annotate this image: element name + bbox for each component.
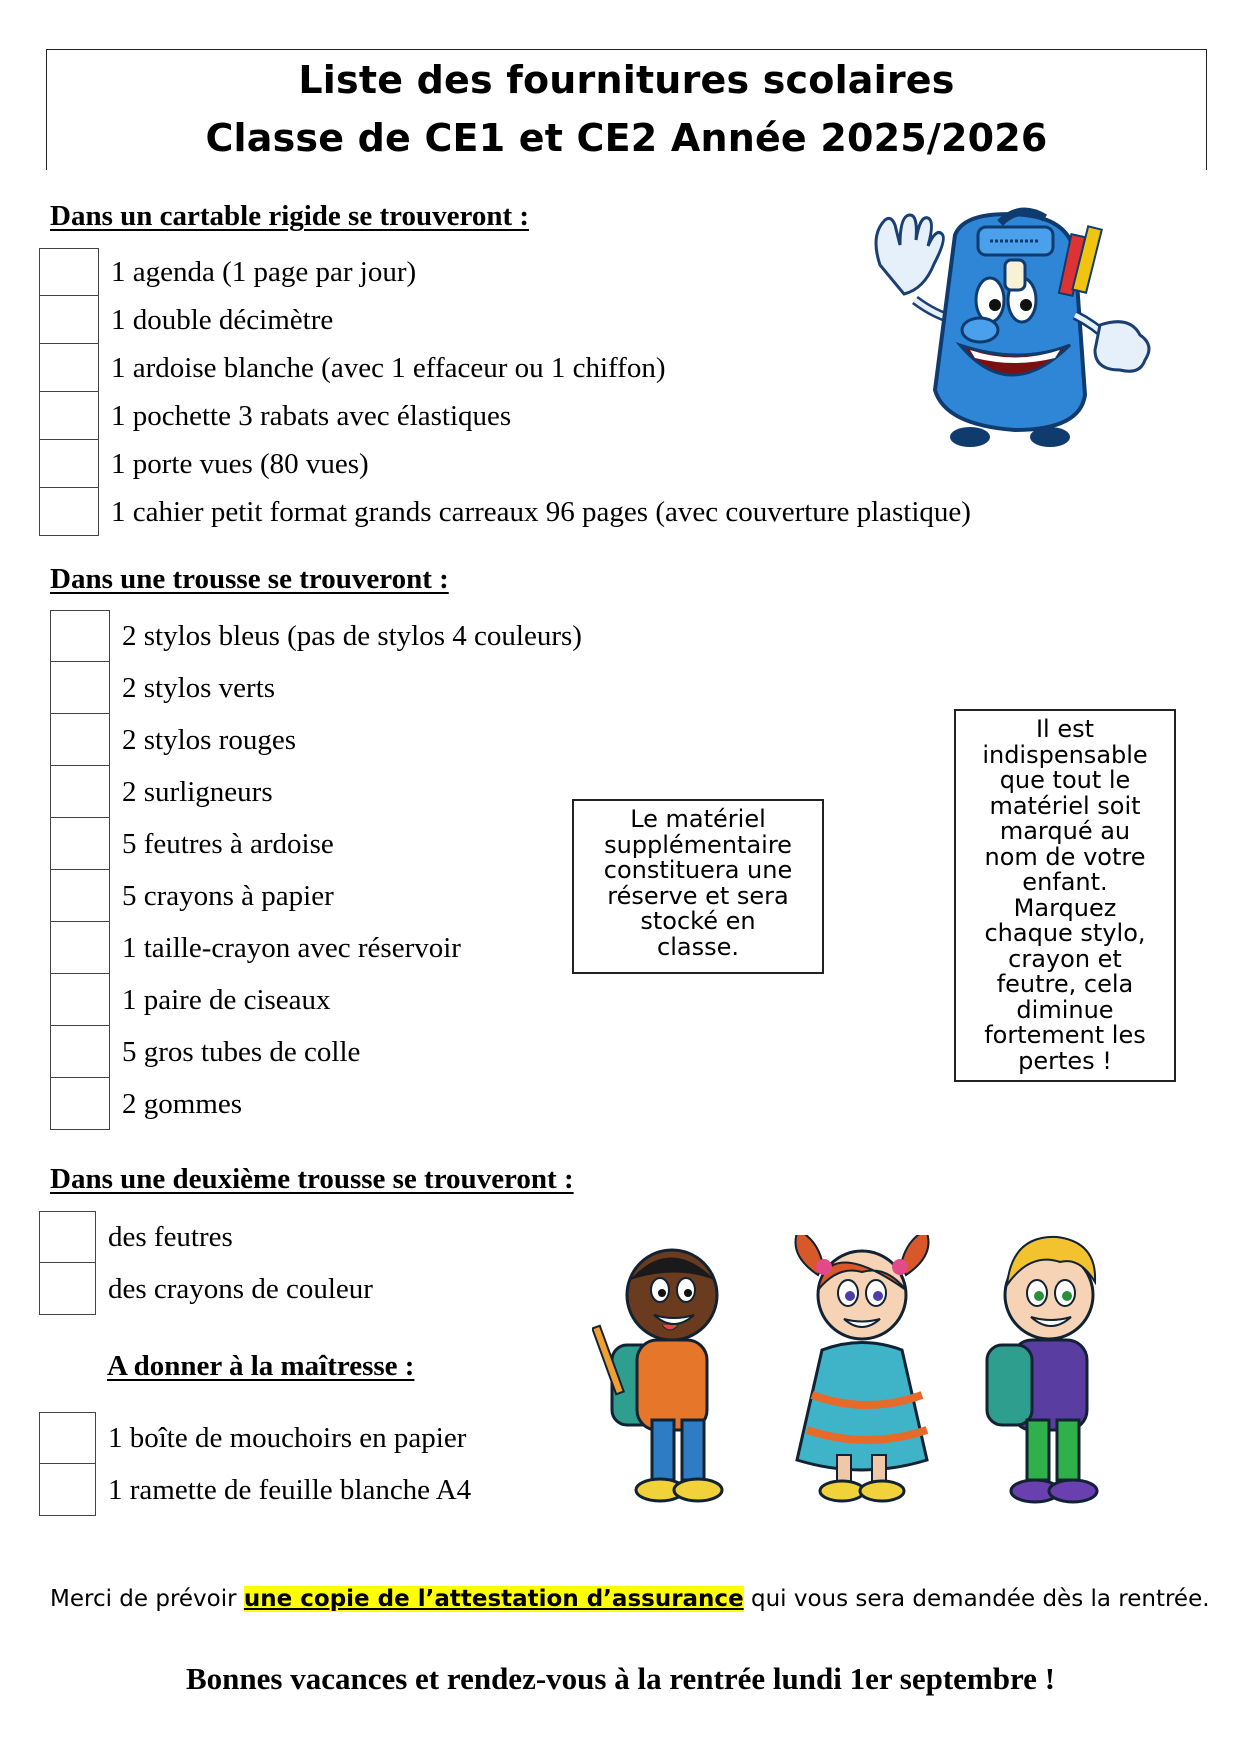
note-line: Il est	[1035, 715, 1095, 743]
note-line: Marquez	[1013, 893, 1117, 922]
note-line: matériel soit	[989, 791, 1141, 820]
note-line: fortement les	[984, 1021, 1146, 1049]
checkbox[interactable]	[39, 248, 99, 296]
list-item	[39, 344, 971, 392]
marking-note	[954, 709, 1176, 1082]
list-item	[39, 392, 971, 440]
item-label: 5 gros tubes de colle	[122, 1035, 361, 1068]
maitresse-heading: A donner à la maîtresse :	[107, 1350, 415, 1382]
item-label: 5 feutres à ardoise	[122, 827, 334, 860]
list-item	[50, 610, 582, 662]
checkbox[interactable]	[39, 392, 99, 440]
note-line: Le matériel	[630, 805, 766, 833]
checkbox[interactable]	[39, 1464, 96, 1516]
checkbox[interactable]	[50, 610, 110, 662]
list-item	[50, 922, 582, 974]
cartable-heading: Dans un cartable rigide se trouveront :	[50, 200, 530, 232]
list-item	[39, 1211, 373, 1263]
item-label: 2 stylos rouges	[122, 723, 296, 756]
note-line: supplémentaire	[604, 830, 792, 859]
list-item	[50, 1078, 582, 1130]
item-label: 2 gommes	[122, 1087, 243, 1120]
note-line: stocké en	[640, 907, 756, 935]
insurance-highlight: une copie de l’attestation d’assurance	[243, 1586, 744, 1612]
checkbox[interactable]	[50, 1078, 110, 1130]
note-line: marqué au	[999, 817, 1131, 845]
closing-message: Bonnes vacances et rendez-vous à la rentrée lundi 1er septembre !	[185, 1661, 1056, 1696]
note-line: nom de votre	[984, 842, 1146, 871]
list-item	[50, 818, 582, 870]
list-item	[50, 1026, 582, 1078]
checkbox[interactable]	[50, 922, 110, 974]
list-item	[50, 870, 582, 922]
blond-boy-figure-icon	[987, 1237, 1097, 1502]
item-label: 2 surligneurs	[122, 775, 273, 808]
deuxieme-trousse-heading: Dans une deuxième trousse se trouveront :	[50, 1163, 574, 1195]
list-item	[39, 440, 971, 488]
list-item	[39, 1412, 471, 1464]
item-label: 2 stylos verts	[122, 671, 276, 704]
checkbox[interactable]	[50, 870, 110, 922]
note-line: que tout le	[999, 766, 1131, 794]
list-item	[39, 296, 971, 344]
cartable-list	[39, 248, 971, 536]
item-label: des feutres	[108, 1220, 233, 1253]
item-label: 2 stylos bleus (pas de stylos 4 couleurs)	[122, 619, 582, 652]
item-label: 1 ardoise blanche (avec 1 effaceur ou 1 chiffon)	[111, 351, 666, 384]
item-label: 1 pochette 3 rabats avec élastiques	[111, 399, 512, 432]
insurance-notice	[50, 1586, 1210, 1612]
checkbox[interactable]	[39, 344, 99, 392]
insurance-suffix: qui vous sera demandée dès la rentrée.	[743, 1586, 1210, 1612]
item-label: 1 cahier petit format grands carreaux 96 pages (avec couverture plastique)	[111, 495, 971, 528]
item-label: 1 taille-crayon avec réservoir	[122, 931, 461, 964]
checkbox[interactable]	[39, 1211, 96, 1263]
note-line: pertes !	[1018, 1046, 1112, 1075]
list-item	[39, 248, 971, 296]
item-label: 1 paire de ciseaux	[122, 983, 331, 1016]
note-line: classe.	[657, 932, 739, 961]
backpack-illustration	[860, 205, 1180, 455]
insurance-prefix: Merci de prévoir	[50, 1586, 244, 1612]
list-item	[50, 974, 582, 1026]
item-label: 1 boîte de mouchoirs en papier	[108, 1421, 467, 1454]
list-item	[39, 488, 971, 536]
checkbox[interactable]	[39, 1263, 96, 1315]
trousse-list	[50, 610, 582, 1130]
item-label: 1 ramette de feuille blanche A4	[108, 1473, 472, 1506]
checkbox[interactable]	[39, 1412, 96, 1464]
title-box	[46, 49, 1207, 170]
maitresse-list	[39, 1412, 471, 1516]
note-line: chaque stylo,	[984, 919, 1146, 947]
checkbox[interactable]	[50, 766, 110, 818]
checkbox[interactable]	[39, 296, 99, 344]
trousse-heading: Dans une trousse se trouveront :	[50, 563, 449, 595]
checkbox[interactable]	[50, 662, 110, 714]
boy-figure-icon	[592, 1250, 722, 1501]
note-line: réserve et sera	[607, 881, 789, 910]
item-label: 1 agenda (1 page par jour)	[111, 255, 417, 288]
item-label: 1 double décimètre	[111, 303, 334, 336]
list-item	[39, 1464, 471, 1516]
checkbox[interactable]	[39, 488, 99, 536]
page-title: Liste des fournitures scolaires	[298, 58, 955, 102]
checkbox[interactable]	[50, 1026, 110, 1078]
item-label: 5 crayons à papier	[122, 879, 334, 912]
list-item	[50, 662, 582, 714]
children-illustration	[592, 1235, 1157, 1525]
note-line: feutre, cela	[996, 970, 1134, 998]
checkbox[interactable]	[50, 714, 110, 766]
list-item	[50, 766, 582, 818]
note-line: enfant.	[1022, 868, 1108, 896]
deuxieme-trousse-list	[39, 1211, 373, 1315]
note-line: diminue	[1016, 995, 1114, 1024]
list-item	[39, 1263, 373, 1315]
item-label: des crayons de couleur	[108, 1272, 373, 1305]
reserve-note	[572, 799, 824, 974]
item-label: 1 porte vues (80 vues)	[111, 447, 369, 480]
checkbox[interactable]	[39, 440, 99, 488]
checkbox[interactable]	[50, 818, 110, 870]
page-subtitle: Classe de CE1 et CE2 Année 2025/2026	[205, 116, 1048, 160]
waving-hand-icon	[876, 215, 955, 320]
checkbox[interactable]	[50, 974, 110, 1026]
girl-figure-icon	[796, 1235, 929, 1501]
note-line: constituera une	[603, 856, 793, 884]
list-item	[50, 714, 582, 766]
note-line: indispensable	[982, 740, 1148, 769]
note-line: crayon et	[1008, 944, 1122, 973]
